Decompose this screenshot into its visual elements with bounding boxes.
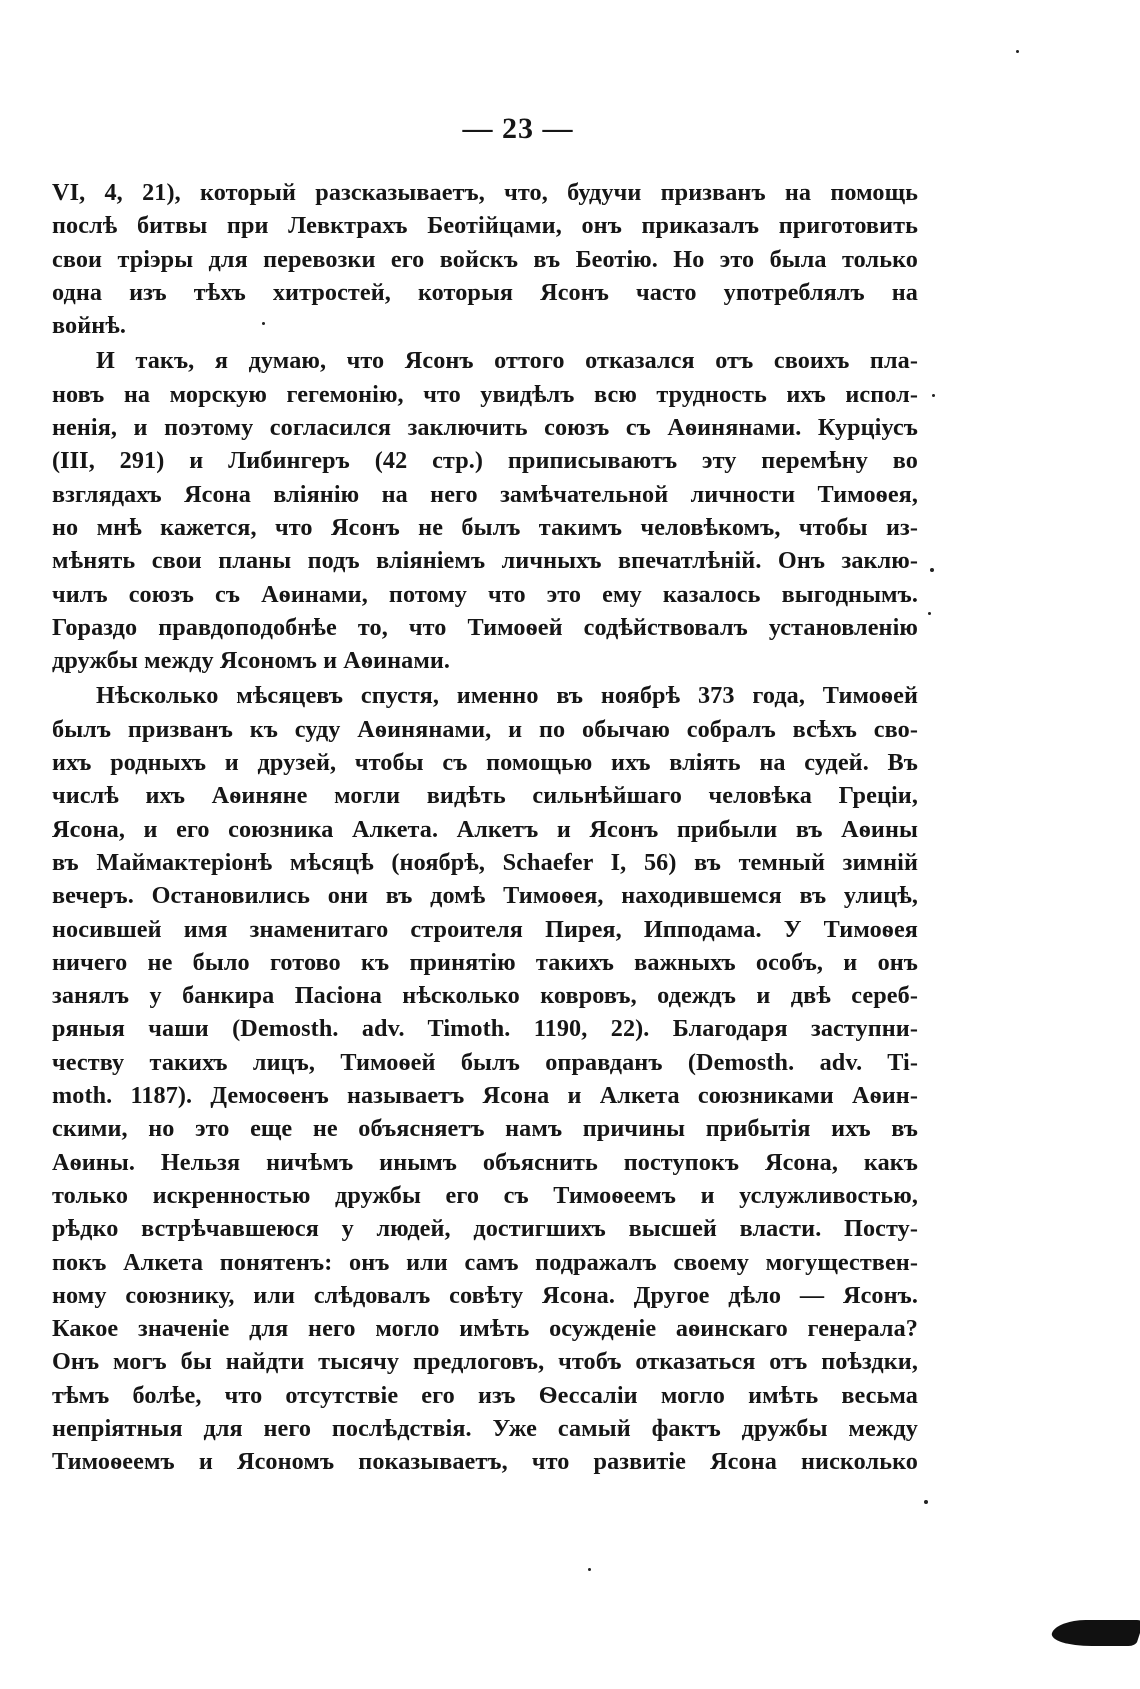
text-line: числѣ ихъ Аѳиняне могли видѣть сильнѣйшаго человѣка Греціи, <box>52 782 918 810</box>
scan-speck <box>928 612 931 615</box>
text-line: moth. 1187). Демосѳенъ называетъ Ясона и Алкета союзниками Аѳин- <box>52 1082 918 1110</box>
scan-smudge <box>1048 1620 1140 1646</box>
scan-speck <box>932 394 935 397</box>
text-line: ненія, и поэтому согласился заключить союзъ съ Аѳинянами. Курціусъ <box>52 414 918 442</box>
paragraph-2 <box>52 344 918 677</box>
text-line: ихъ родныхъ и друзей, чтобы съ помощью ихъ вліять на судей. Въ <box>52 749 918 777</box>
text-line: рѣдко встрѣчавшеюся у людей, достигшихъ высшей власти. Посту- <box>52 1215 918 1243</box>
text-line: занялъ у банкира Пасіона нѣсколько ковровъ, одеждъ и двѣ сереб- <box>52 982 918 1010</box>
text-line: Аѳины. Нельзя ничѣмъ инымъ объяснить поступокъ Ясона, какъ <box>52 1148 918 1176</box>
text-line: дружбы между Ясономъ и Аѳинами. <box>52 647 451 675</box>
text-line: только искренностью дружбы его съ Тимоѳеемъ и услужливостью, <box>52 1181 918 1209</box>
text-line: тѣмъ болѣе, что отсутствіе его изъ Ѳессаліи могло имѣть весьма <box>52 1381 918 1409</box>
scan-speck <box>1016 50 1019 53</box>
text-line: носившей имя знаменитаго строителя Пирея, Ипподама. У Тимоѳея <box>52 915 918 943</box>
text-line: ному союзнику, или слѣдовалъ совѣту Ясона. Другое дѣло — Ясонъ. <box>52 1281 918 1309</box>
scan-speck <box>924 1500 928 1504</box>
text-line: И такъ, я думаю, что Ясонъ оттого отказался отъ своихъ пла- <box>96 347 918 375</box>
scan-speck <box>588 1568 591 1571</box>
text-body <box>52 176 918 1479</box>
text-line: Какое значеніе для него могло имѣть осужденіе аѳинскаго генерала? <box>52 1315 918 1343</box>
scan-speck <box>930 568 934 572</box>
text-line: свои тріэры для перевозки его войскъ въ Беотію. Но это была только <box>52 245 918 273</box>
text-line: Тимоѳеемъ и Ясономъ показываетъ, что развитіе Ясона нисколько <box>52 1448 918 1476</box>
text-line: былъ призванъ къ суду Аѳинянами, и по обычаю собралъ всѣхъ сво- <box>52 715 918 743</box>
text-line: но мнѣ кажется, что Ясонъ не былъ такимъ человѣкомъ, чтобы из- <box>52 513 918 541</box>
text-line: мѣнять свои планы подъ вліяніемъ личныхъ впечатлѣній. Онъ заклю- <box>52 547 918 575</box>
text-line: взглядахъ Ясона вліянію на него замѣчательной личности Тимоѳея, <box>52 480 918 508</box>
page-number: — 23 — <box>462 112 574 145</box>
scan-speck <box>262 322 265 325</box>
text-line: непріятныя для него послѣдствія. Уже самый фактъ дружбы между <box>52 1414 918 1442</box>
text-line: чилъ союзъ съ Аѳинами, потому что это ему казалось выгоднымъ. <box>52 580 918 608</box>
text-line: VI, 4, 21), который разсказываетъ, что, будучи призванъ на помощь <box>52 179 918 206</box>
text-line: новъ на морскую гегемонію, что увидѣлъ всю трудность ихъ испол- <box>52 380 918 408</box>
paragraph-3 <box>52 679 918 1478</box>
text-line: (III, 291) и Либингеръ (42 стр.) приписываютъ эту перемѣну во <box>52 447 918 475</box>
text-line: ничего не было готово къ принятію такихъ важныхъ особъ, и онъ <box>52 948 918 976</box>
text-line: Онъ могъ бы найдти тысячу предлоговъ, чтобъ отказаться отъ поѣздки, <box>52 1348 918 1376</box>
text-line: въ Маймактеріонѣ мѣсяцѣ (ноябрѣ, Schaefer I, 56) въ темный зимній <box>52 848 918 876</box>
paragraph-1 <box>52 176 918 342</box>
text-line: Гораздо правдоподобнѣе то, что Тимоѳей содѣйствовалъ установленію <box>52 613 918 641</box>
text-line: ряныя чаши (Demosth. adv. Timoth. 1190, 22). Благодаря заступни- <box>52 1015 918 1043</box>
text-line: Ясона, и его союзника Алкета. Алкетъ и Ясонъ прибыли въ Аѳины <box>52 815 918 843</box>
text-line: покъ Алкета понятенъ: онъ или самъ подражалъ своему могуществен- <box>52 1248 918 1276</box>
text-line: послѣ битвы при Левктрахъ Беотійцами, онъ приказалъ приготовить <box>52 212 918 240</box>
text-line: скими, но это еще не объясняетъ намъ причины прибытія ихъ въ <box>52 1115 918 1143</box>
text-line: вечеръ. Остановились они въ домѣ Тимоѳея, находившемся въ улицѣ, <box>52 882 918 910</box>
text-line: честву такихъ лицъ, Тимоѳей былъ оправданъ (Demosth. adv. Ti- <box>52 1048 918 1076</box>
text-line: войнѣ. <box>52 312 127 340</box>
text-line: одна изъ тѣхъ хитростей, которыя Ясонъ часто употреблялъ на <box>52 278 918 306</box>
text-line: Нѣсколько мѣсяцевъ спустя, именно въ ноябрѣ 373 года, Тимоѳей <box>96 682 918 710</box>
